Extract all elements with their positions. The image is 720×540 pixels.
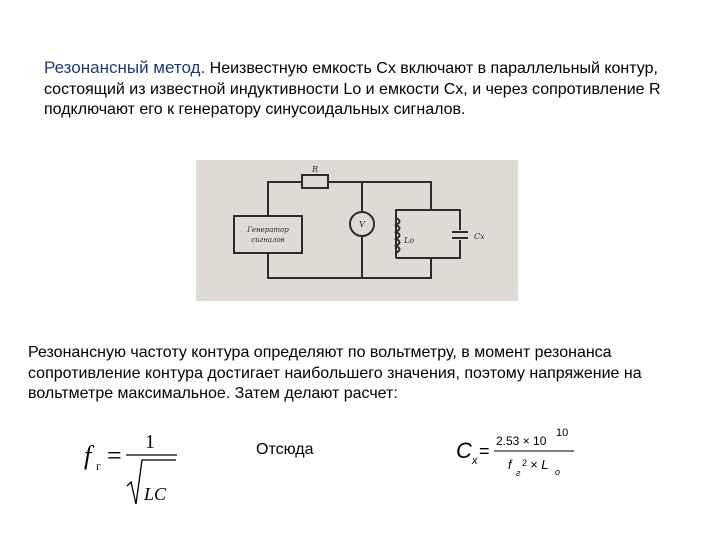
generator-label-line1: Генератор (247, 226, 289, 234)
capacitance-formula (452, 424, 592, 490)
c-subscript: x (472, 455, 478, 467)
capacitor-label: Cx (474, 232, 485, 241)
resonance-frequency-formula (80, 428, 190, 508)
c-symbol: C (456, 438, 472, 463)
numerator-2: 2.53 × 10 (496, 434, 547, 448)
inductor-label: Lo (404, 236, 415, 245)
denominator-f: f (508, 457, 512, 472)
denominator: LC (144, 484, 167, 504)
intro-paragraph (44, 58, 684, 121)
otsyuda-label: Отсюда (256, 441, 314, 458)
f-symbol: f (84, 441, 92, 470)
intro-text: Неизвестную емкость Cx включают в параллельный контур, состоящий из известной индуктивности Lo и емкости Cx, и через сопротивление R подключают его к генератору синусоидальных сигналов. (44, 60, 661, 118)
numerator-exponent: 10 (556, 427, 569, 439)
numerator: 1 (145, 431, 155, 453)
method-heading: Резонансный метод. (44, 58, 206, 77)
f-subscript: г (96, 459, 101, 473)
denominator-rest-subscript: o (555, 467, 561, 477)
equals-sign: = (107, 441, 122, 470)
generator-label-line2: сигналов (251, 236, 285, 244)
denominator-subscript: г (516, 468, 521, 478)
resonance-paragraph: Резонансную частоту контура определяют по вольтметру, в момент резонанса сопротивление контура достигает наибольшего значения, поэтому напряжение на вольтметре максимальное. Затем делают расчет: (28, 344, 642, 402)
equals-sign-2: = (479, 441, 490, 461)
denominator-exponent: 2 (522, 458, 528, 468)
circuit-diagram (196, 160, 518, 301)
denominator-rest: × L (530, 457, 549, 472)
voltmeter-label: V (359, 220, 365, 229)
resistor-label: R (311, 165, 319, 174)
